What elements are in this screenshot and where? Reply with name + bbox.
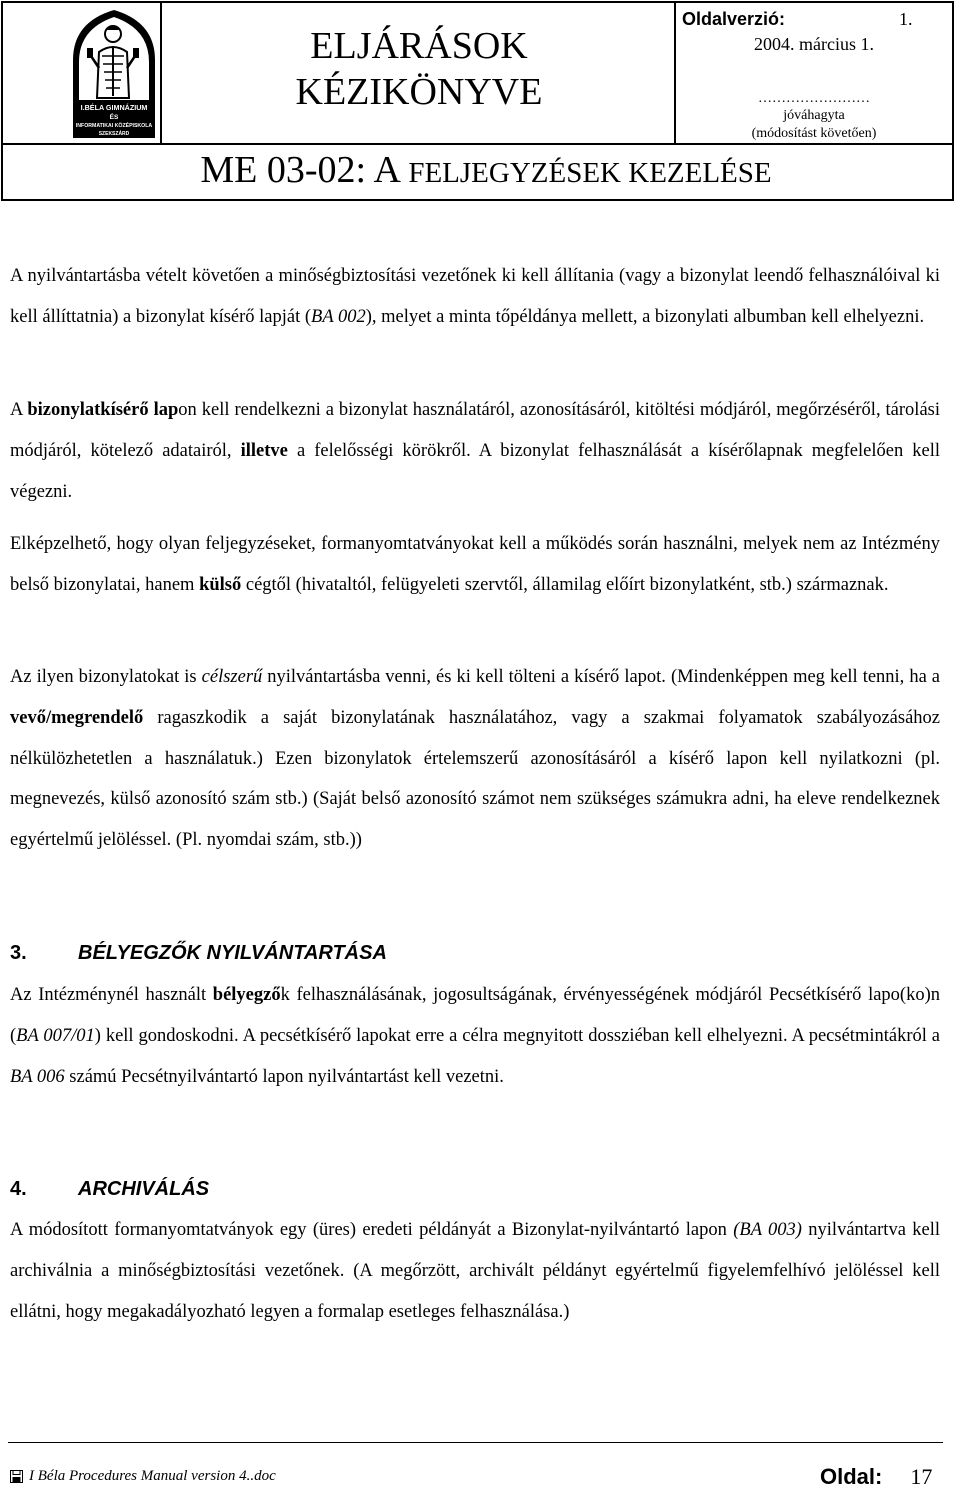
paragraph: A módosított formanyomtatványok egy (üres) eredeti példányát a Bizonylat-nyilvántartó lapon (BA 003) nyilvántartva kell archiválnia a minőségbiztosítási vezetőnek. (A megőrzött, archivált példányt egyértelmű figyelemfelhívó jelöléssel kell ellátni, hogy megakadályozható legyen a formalap esetleges felhasználása.) bbox=[10, 1220, 940, 1322]
svg-text:I.BÉLA GIMNÁZIUM: I.BÉLA GIMNÁZIUM bbox=[80, 103, 148, 112]
form-reference: BA 007/01 bbox=[16, 1025, 95, 1046]
svg-text:SZEKSZÁRD: SZEKSZÁRD bbox=[98, 131, 130, 137]
section-heading bbox=[10, 1178, 209, 1201]
procedure-code: ME 03-02: A bbox=[200, 149, 399, 191]
procedure-name: FELJEGYZÉSEK KEZELÉSE bbox=[408, 157, 772, 189]
paragraph: A bizonylatkísérő lapon kell rendelkezni a bizonylat használatáról, azonosításáról, kitöltési módjáról, megőrzéséről, tárolási módjáról, kötelező adatairól, illetve a felelősségi körökről. A bizonylat felhasználását a kísérőlapnak megfelelően kell végezni. bbox=[10, 400, 941, 502]
approval-note: (módosítást követően) bbox=[751, 126, 877, 141]
manual-title-line: ELJÁRÁSOK bbox=[310, 25, 528, 67]
version-label: Oldalverzió: bbox=[682, 9, 786, 29]
paragraph: Elképzelhető, hogy olyan feljegyzéseket, formanyomtatványokat kell a működés során használni, melyek nem az Intézmény belső bizonylatai, hanem külső cégtől (hivataltól, felügyeleti szervtől, államilag előírt bizonylatként, stb.) származnak. bbox=[10, 534, 940, 595]
footer-document-name: I Béla Procedures Manual version 4..doc bbox=[29, 1468, 276, 1484]
page-number: 17 bbox=[910, 1464, 933, 1489]
section-title: BÉLYEGZŐK NYILVÁNTARTÁSA bbox=[78, 942, 387, 964]
section-number: 4. bbox=[10, 1178, 27, 1200]
footer-divider bbox=[8, 1442, 943, 1443]
page-label: Oldal: bbox=[820, 1464, 883, 1489]
section-title: ARCHIVÁLÁS bbox=[78, 1178, 210, 1200]
svg-text:ÉS: ÉS bbox=[109, 114, 119, 121]
form-reference: (BA 003) bbox=[733, 1220, 802, 1240]
form-reference: BA 002 bbox=[311, 306, 366, 327]
manual-title bbox=[163, 23, 675, 115]
document-icon bbox=[10, 1470, 23, 1483]
svg-text:INFORMATIKAI KÖZÉPISKOLA: INFORMATIKAI KÖZÉPISKOLA bbox=[75, 123, 153, 129]
header-divider bbox=[3, 143, 952, 145]
document-header bbox=[1, 1, 954, 201]
paragraph: Az Intézménynél használt bélyegzők felhasználásának, jogosultságának, érvényességének módjáról Pecsétkísérő lapo(ko)n (BA 007/01) kell gondoskodni. A pecsétkísérő lapokat erre a célra megnyitott dossziéban kell elhelyezni. A pecsétmintákról a BA 006 számú Pecsétnyilvántartó lapon nyilvántartást kell vezetni. bbox=[10, 985, 940, 1087]
footer-page-number bbox=[820, 1464, 932, 1490]
section-number: 3. bbox=[10, 942, 27, 964]
approved-by: jóváhagyta bbox=[783, 108, 845, 123]
version-date: 2004. március 1. bbox=[754, 34, 874, 54]
form-reference: BA 006 bbox=[10, 1066, 65, 1087]
section-heading bbox=[10, 942, 387, 965]
version-number: 1. bbox=[899, 9, 913, 29]
school-crest-logo bbox=[69, 8, 159, 140]
header-divider bbox=[160, 3, 162, 143]
procedure-title bbox=[3, 146, 960, 197]
manual-title-line: KÉZIKÖNYVE bbox=[295, 71, 543, 113]
paragraph: A nyilvántartásba vételt követően a minőségbiztosítási vezetőnek ki kell állítania (vagy a bizonylat leendő felhasználóival ki kell állíttatnia) a bizonylat kísérő lapját (BA 002), melyet a minta tőpéldánya mellett, a bizonylati albumban kell elhelyezni. bbox=[10, 266, 940, 327]
approval-signature-line: …………………… bbox=[758, 91, 870, 106]
paragraph: Az ilyen bizonylatokat is célszerű nyilvántartásba venni, és ki kell tölteni a kísérő lapot. (Mindenképpen meg kell tenni, ha a vevő/megrendelő ragaszkodik a saját bizonylatának használatához, vagy a szakmai folyamatok szabályozásához nélkülözhetetlen a használatuk.) Ezen bizonylatok értelemszerű azonosításáról a kísérő lapon kell nyilatkozni (pl. megnevezés, külső azonosító szám stb.) (Saját belső azonosító számot nem szükséges számukra adni, ha eleve rendelkeznek egyértelmű jelöléssel. (Pl. nyomdai szám, stb.)) bbox=[10, 667, 940, 851]
